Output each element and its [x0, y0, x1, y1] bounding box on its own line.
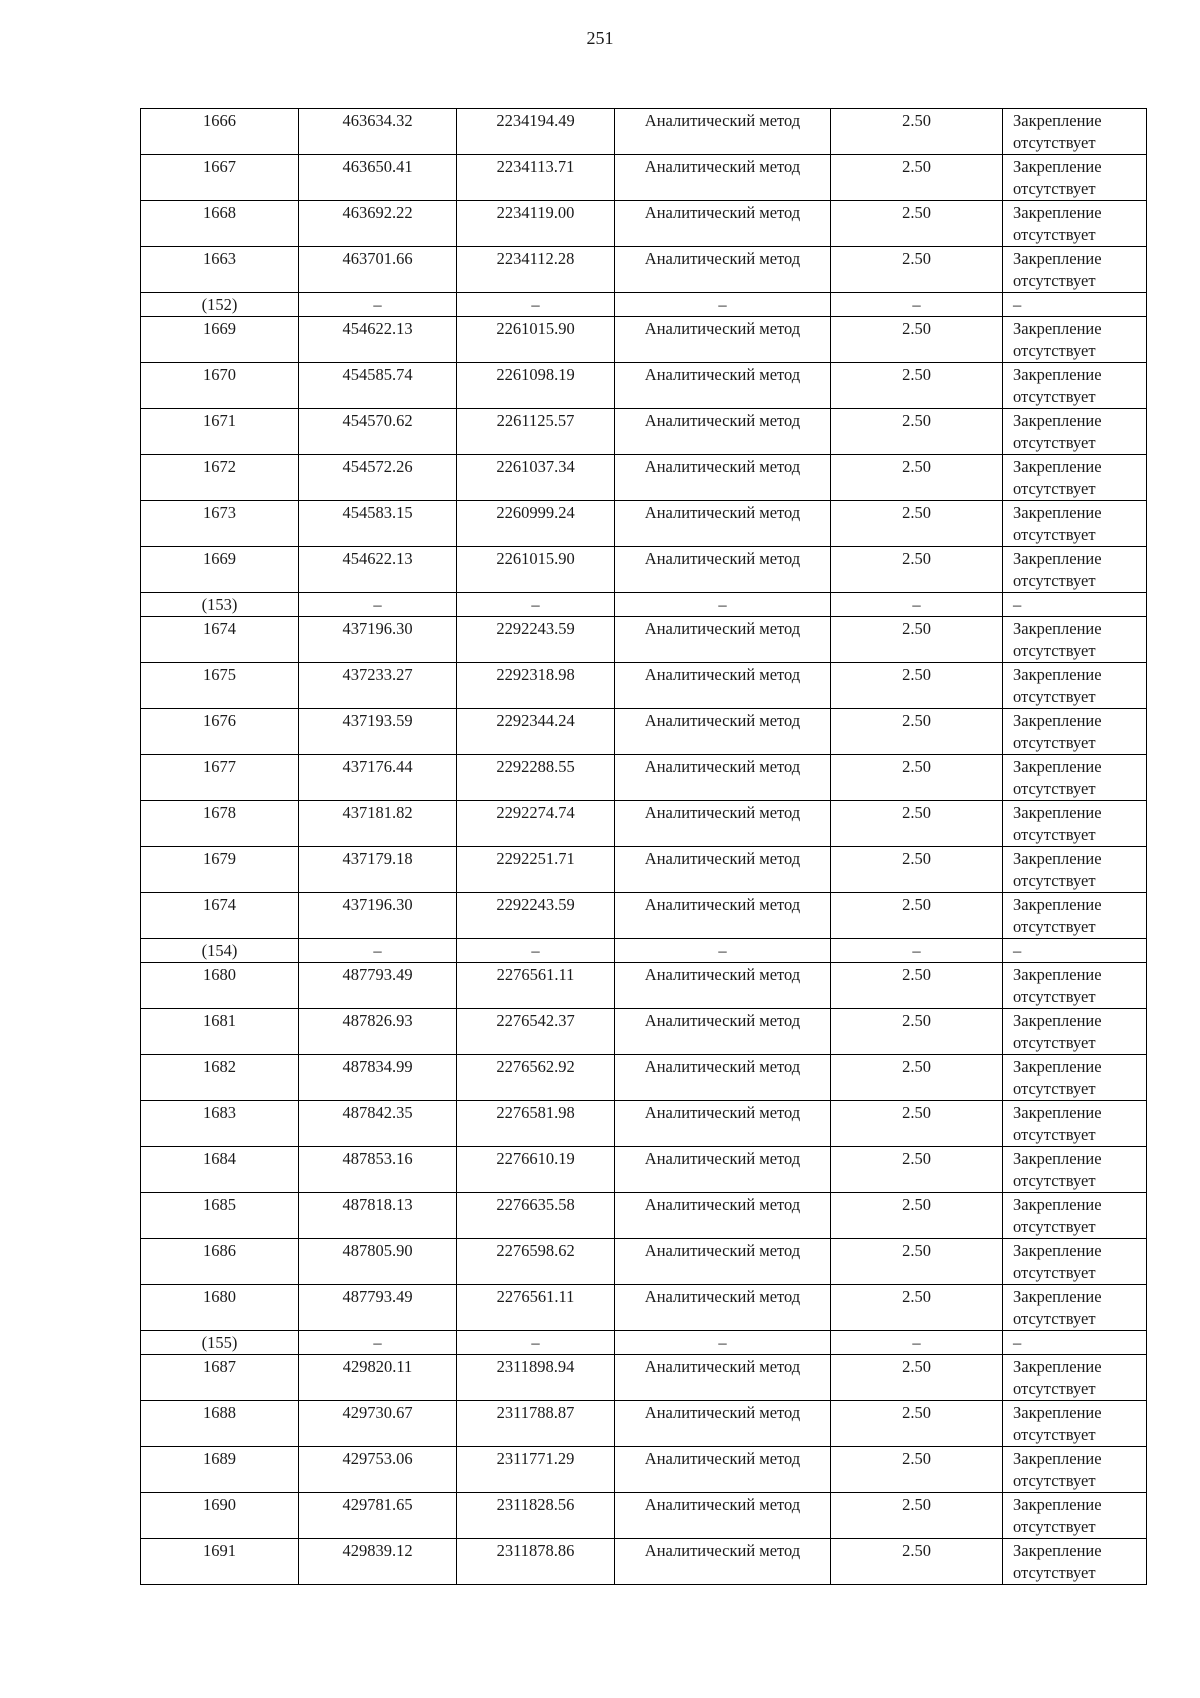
cell-y-coordinate: 2311771.29 [457, 1447, 615, 1493]
cell-accuracy: 2.50 [831, 1447, 1003, 1493]
cell-point-number: 1681 [141, 1009, 299, 1055]
table-row [141, 363, 1147, 409]
table-row [141, 409, 1147, 455]
cell-x-coordinate: 463634.32 [299, 109, 457, 155]
cell-y-coordinate: – [457, 593, 615, 617]
cell-fixation: Закрепление отсутствует [1003, 1055, 1147, 1101]
cell-accuracy: 2.50 [831, 1401, 1003, 1447]
table-row [141, 201, 1147, 247]
cell-y-coordinate: 2261125.57 [457, 409, 615, 455]
cell-accuracy: 2.50 [831, 201, 1003, 247]
cell-y-coordinate: 2261015.90 [457, 547, 615, 593]
cell-x-coordinate: 487842.35 [299, 1101, 457, 1147]
cell-fixation: – [1003, 1331, 1147, 1355]
cell-x-coordinate: 437181.82 [299, 801, 457, 847]
cell-fixation: Закрепление отсутствует [1003, 363, 1147, 409]
page-number: 251 [586, 28, 614, 48]
cell-method: Аналитический метод [615, 963, 831, 1009]
cell-y-coordinate: 2292243.59 [457, 893, 615, 939]
cell-accuracy: 2.50 [831, 1355, 1003, 1401]
cell-fixation: Закрепление отсутствует [1003, 893, 1147, 939]
cell-fixation: Закрепление отсутствует [1003, 201, 1147, 247]
cell-x-coordinate: 437179.18 [299, 847, 457, 893]
cell-y-coordinate: 2276562.92 [457, 1055, 615, 1101]
table-row [141, 1401, 1147, 1447]
table-row [141, 847, 1147, 893]
cell-method: – [615, 293, 831, 317]
cell-point-number: 1673 [141, 501, 299, 547]
cell-x-coordinate: 429781.65 [299, 1493, 457, 1539]
contour-separator-row [141, 593, 1147, 617]
cell-method: Аналитический метод [615, 847, 831, 893]
cell-point-number: 1669 [141, 317, 299, 363]
cell-point-number: 1670 [141, 363, 299, 409]
cell-x-coordinate: 463701.66 [299, 247, 457, 293]
table-row [141, 963, 1147, 1009]
cell-method: Аналитический метод [615, 1539, 831, 1585]
cell-fixation: Закрепление отсутствует [1003, 709, 1147, 755]
cell-point-number: 1671 [141, 409, 299, 455]
cell-accuracy: 2.50 [831, 893, 1003, 939]
cell-method: Аналитический метод [615, 1285, 831, 1331]
cell-point-number: (153) [141, 593, 299, 617]
cell-fixation: Закрепление отсутствует [1003, 1101, 1147, 1147]
table-row [141, 547, 1147, 593]
cell-accuracy: 2.50 [831, 801, 1003, 847]
cell-x-coordinate: 463692.22 [299, 201, 457, 247]
cell-fixation: Закрепление отсутствует [1003, 1355, 1147, 1401]
cell-x-coordinate: 429820.11 [299, 1355, 457, 1401]
cell-fixation: Закрепление отсутствует [1003, 1285, 1147, 1331]
cell-method: – [615, 593, 831, 617]
cell-y-coordinate: 2292251.71 [457, 847, 615, 893]
cell-x-coordinate: 487826.93 [299, 1009, 457, 1055]
contour-separator-row [141, 1331, 1147, 1355]
cell-method: Аналитический метод [615, 1009, 831, 1055]
cell-fixation: Закрепление отсутствует [1003, 501, 1147, 547]
table-row [141, 755, 1147, 801]
cell-accuracy: 2.50 [831, 663, 1003, 709]
cell-point-number: 1674 [141, 617, 299, 663]
cell-method: – [615, 939, 831, 963]
cell-point-number: 1676 [141, 709, 299, 755]
cell-point-number: 1680 [141, 963, 299, 1009]
cell-method: Аналитический метод [615, 709, 831, 755]
table-row [141, 1239, 1147, 1285]
cell-accuracy: 2.50 [831, 1147, 1003, 1193]
cell-fixation: Закрепление отсутствует [1003, 247, 1147, 293]
cell-accuracy: 2.50 [831, 1285, 1003, 1331]
cell-point-number: 1684 [141, 1147, 299, 1193]
cell-fixation: Закрепление отсутствует [1003, 317, 1147, 363]
cell-y-coordinate: 2311878.86 [457, 1539, 615, 1585]
cell-fixation: – [1003, 593, 1147, 617]
cell-y-coordinate: 2261037.34 [457, 455, 615, 501]
cell-point-number: 1674 [141, 893, 299, 939]
cell-x-coordinate: 437233.27 [299, 663, 457, 709]
cell-y-coordinate: 2311898.94 [457, 1355, 615, 1401]
cell-accuracy: 2.50 [831, 1009, 1003, 1055]
cell-y-coordinate: 2292243.59 [457, 617, 615, 663]
cell-x-coordinate: 487793.49 [299, 1285, 457, 1331]
cell-method: Аналитический метод [615, 893, 831, 939]
cell-y-coordinate: 2276561.11 [457, 1285, 615, 1331]
cell-method: Аналитический метод [615, 1401, 831, 1447]
cell-x-coordinate: – [299, 1331, 457, 1355]
cell-method: Аналитический метод [615, 1101, 831, 1147]
cell-method: Аналитический метод [615, 247, 831, 293]
cell-point-number: 1679 [141, 847, 299, 893]
cell-accuracy: 2.50 [831, 109, 1003, 155]
cell-point-number: (154) [141, 939, 299, 963]
cell-point-number: 1675 [141, 663, 299, 709]
cell-x-coordinate: – [299, 593, 457, 617]
coordinates-table [140, 108, 1147, 1585]
cell-point-number: 1691 [141, 1539, 299, 1585]
table-row [141, 801, 1147, 847]
cell-method: Аналитический метод [615, 501, 831, 547]
cell-fixation: Закрепление отсутствует [1003, 1009, 1147, 1055]
cell-y-coordinate: 2292288.55 [457, 755, 615, 801]
cell-fixation: Закрепление отсутствует [1003, 1447, 1147, 1493]
cell-x-coordinate: 454622.13 [299, 317, 457, 363]
cell-y-coordinate: 2276610.19 [457, 1147, 615, 1193]
table-row [141, 1447, 1147, 1493]
cell-method: Аналитический метод [615, 1355, 831, 1401]
cell-point-number: 1666 [141, 109, 299, 155]
cell-y-coordinate: 2292344.24 [457, 709, 615, 755]
cell-y-coordinate: 2276598.62 [457, 1239, 615, 1285]
table-row [141, 1101, 1147, 1147]
cell-y-coordinate: – [457, 1331, 615, 1355]
cell-accuracy: 2.50 [831, 409, 1003, 455]
cell-fixation: Закрепление отсутствует [1003, 801, 1147, 847]
cell-accuracy: 2.50 [831, 847, 1003, 893]
cell-y-coordinate: 2234119.00 [457, 201, 615, 247]
table-row [141, 1055, 1147, 1101]
table-row [141, 1193, 1147, 1239]
cell-x-coordinate: – [299, 293, 457, 317]
table-row [141, 893, 1147, 939]
cell-method: Аналитический метод [615, 663, 831, 709]
cell-accuracy: – [831, 293, 1003, 317]
cell-method: Аналитический метод [615, 109, 831, 155]
cell-point-number: 1687 [141, 1355, 299, 1401]
cell-y-coordinate: 2292274.74 [457, 801, 615, 847]
cell-x-coordinate: 454570.62 [299, 409, 457, 455]
cell-x-coordinate: 463650.41 [299, 155, 457, 201]
cell-y-coordinate: 2292318.98 [457, 663, 615, 709]
table-row [141, 663, 1147, 709]
cell-x-coordinate: 487834.99 [299, 1055, 457, 1101]
cell-accuracy: 2.50 [831, 501, 1003, 547]
cell-method: Аналитический метод [615, 1055, 831, 1101]
cell-accuracy: 2.50 [831, 317, 1003, 363]
table-row [141, 501, 1147, 547]
cell-fixation: – [1003, 939, 1147, 963]
cell-fixation: Закрепление отсутствует [1003, 1193, 1147, 1239]
cell-fixation: Закрепление отсутствует [1003, 1539, 1147, 1585]
table-row [141, 1493, 1147, 1539]
cell-accuracy: – [831, 1331, 1003, 1355]
cell-point-number: 1667 [141, 155, 299, 201]
cell-point-number: 1677 [141, 755, 299, 801]
cell-y-coordinate: 2276542.37 [457, 1009, 615, 1055]
cell-accuracy: – [831, 939, 1003, 963]
cell-accuracy: 2.50 [831, 1239, 1003, 1285]
cell-point-number: 1672 [141, 455, 299, 501]
cell-point-number: 1669 [141, 547, 299, 593]
cell-y-coordinate: 2234112.28 [457, 247, 615, 293]
cell-x-coordinate: 437196.30 [299, 617, 457, 663]
cell-fixation: Закрепление отсутствует [1003, 755, 1147, 801]
cell-x-coordinate: 454622.13 [299, 547, 457, 593]
cell-accuracy: 2.50 [831, 547, 1003, 593]
table-row [141, 247, 1147, 293]
cell-method: Аналитический метод [615, 363, 831, 409]
cell-point-number: 1682 [141, 1055, 299, 1101]
cell-y-coordinate: 2276561.11 [457, 963, 615, 1009]
cell-method: Аналитический метод [615, 1493, 831, 1539]
cell-fixation: Закрепление отсутствует [1003, 1147, 1147, 1193]
cell-x-coordinate: 437196.30 [299, 893, 457, 939]
cell-point-number: 1686 [141, 1239, 299, 1285]
cell-fixation: Закрепление отсутствует [1003, 1401, 1147, 1447]
cell-point-number: (155) [141, 1331, 299, 1355]
cell-point-number: 1678 [141, 801, 299, 847]
table-row [141, 1009, 1147, 1055]
cell-method: Аналитический метод [615, 1147, 831, 1193]
cell-fixation: Закрепление отсутствует [1003, 547, 1147, 593]
cell-x-coordinate: 429753.06 [299, 1447, 457, 1493]
cell-x-coordinate: 454572.26 [299, 455, 457, 501]
cell-y-coordinate: – [457, 939, 615, 963]
table-row [141, 709, 1147, 755]
cell-y-coordinate: 2260999.24 [457, 501, 615, 547]
cell-point-number: 1689 [141, 1447, 299, 1493]
cell-point-number: 1690 [141, 1493, 299, 1539]
cell-accuracy: 2.50 [831, 247, 1003, 293]
cell-method: Аналитический метод [615, 1193, 831, 1239]
cell-point-number: 1685 [141, 1193, 299, 1239]
cell-y-coordinate: 2261098.19 [457, 363, 615, 409]
cell-fixation: Закрепление отсутствует [1003, 847, 1147, 893]
cell-accuracy: 2.50 [831, 755, 1003, 801]
cell-y-coordinate: 2311788.87 [457, 1401, 615, 1447]
cell-x-coordinate: 454583.15 [299, 501, 457, 547]
cell-method: Аналитический метод [615, 317, 831, 363]
cell-x-coordinate: 487853.16 [299, 1147, 457, 1193]
cell-x-coordinate: – [299, 939, 457, 963]
table-row [141, 1285, 1147, 1331]
cell-x-coordinate: 487818.13 [299, 1193, 457, 1239]
cell-fixation: Закрепление отсутствует [1003, 1239, 1147, 1285]
cell-accuracy: 2.50 [831, 155, 1003, 201]
cell-accuracy: 2.50 [831, 1055, 1003, 1101]
contour-separator-row [141, 939, 1147, 963]
cell-point-number: 1668 [141, 201, 299, 247]
cell-accuracy: 2.50 [831, 709, 1003, 755]
cell-fixation: Закрепление отсутствует [1003, 663, 1147, 709]
cell-accuracy: 2.50 [831, 1193, 1003, 1239]
cell-method: – [615, 1331, 831, 1355]
cell-x-coordinate: 487793.49 [299, 963, 457, 1009]
cell-fixation: Закрепление отсутствует [1003, 109, 1147, 155]
cell-method: Аналитический метод [615, 801, 831, 847]
cell-method: Аналитический метод [615, 409, 831, 455]
cell-x-coordinate: 487805.90 [299, 1239, 457, 1285]
cell-method: Аналитический метод [615, 201, 831, 247]
cell-method: Аналитический метод [615, 547, 831, 593]
cell-accuracy: – [831, 593, 1003, 617]
cell-fixation: Закрепление отсутствует [1003, 409, 1147, 455]
cell-fixation: Закрепление отсутствует [1003, 455, 1147, 501]
cell-accuracy: 2.50 [831, 617, 1003, 663]
cell-x-coordinate: 437193.59 [299, 709, 457, 755]
contour-separator-row [141, 293, 1147, 317]
table-row [141, 109, 1147, 155]
cell-x-coordinate: 437176.44 [299, 755, 457, 801]
table-row [141, 317, 1147, 363]
coordinates-table-body [141, 109, 1147, 1585]
cell-fixation: Закрепление отсутствует [1003, 1493, 1147, 1539]
cell-y-coordinate: 2234113.71 [457, 155, 615, 201]
table-row [141, 455, 1147, 501]
cell-point-number: 1688 [141, 1401, 299, 1447]
cell-accuracy: 2.50 [831, 363, 1003, 409]
table-row [141, 1355, 1147, 1401]
table-row [141, 155, 1147, 201]
cell-y-coordinate: 2276581.98 [457, 1101, 615, 1147]
table-row [141, 617, 1147, 663]
cell-accuracy: 2.50 [831, 455, 1003, 501]
cell-fixation: Закрепление отсутствует [1003, 155, 1147, 201]
cell-x-coordinate: 454585.74 [299, 363, 457, 409]
cell-fixation: Закрепление отсутствует [1003, 617, 1147, 663]
cell-accuracy: 2.50 [831, 1539, 1003, 1585]
cell-x-coordinate: 429730.67 [299, 1401, 457, 1447]
cell-method: Аналитический метод [615, 1239, 831, 1285]
cell-point-number: 1680 [141, 1285, 299, 1331]
cell-y-coordinate: 2261015.90 [457, 317, 615, 363]
cell-method: Аналитический метод [615, 755, 831, 801]
cell-fixation: – [1003, 293, 1147, 317]
cell-y-coordinate: 2276635.58 [457, 1193, 615, 1239]
table-row [141, 1147, 1147, 1193]
cell-x-coordinate: 429839.12 [299, 1539, 457, 1585]
cell-method: Аналитический метод [615, 455, 831, 501]
cell-method: Аналитический метод [615, 617, 831, 663]
table-row [141, 1539, 1147, 1585]
cell-point-number: (152) [141, 293, 299, 317]
cell-method: Аналитический метод [615, 1447, 831, 1493]
cell-y-coordinate: 2234194.49 [457, 109, 615, 155]
cell-fixation: Закрепление отсутствует [1003, 963, 1147, 1009]
cell-point-number: 1683 [141, 1101, 299, 1147]
cell-accuracy: 2.50 [831, 1101, 1003, 1147]
cell-accuracy: 2.50 [831, 963, 1003, 1009]
cell-y-coordinate: 2311828.56 [457, 1493, 615, 1539]
cell-method: Аналитический метод [615, 155, 831, 201]
cell-point-number: 1663 [141, 247, 299, 293]
cell-accuracy: 2.50 [831, 1493, 1003, 1539]
cell-y-coordinate: – [457, 293, 615, 317]
